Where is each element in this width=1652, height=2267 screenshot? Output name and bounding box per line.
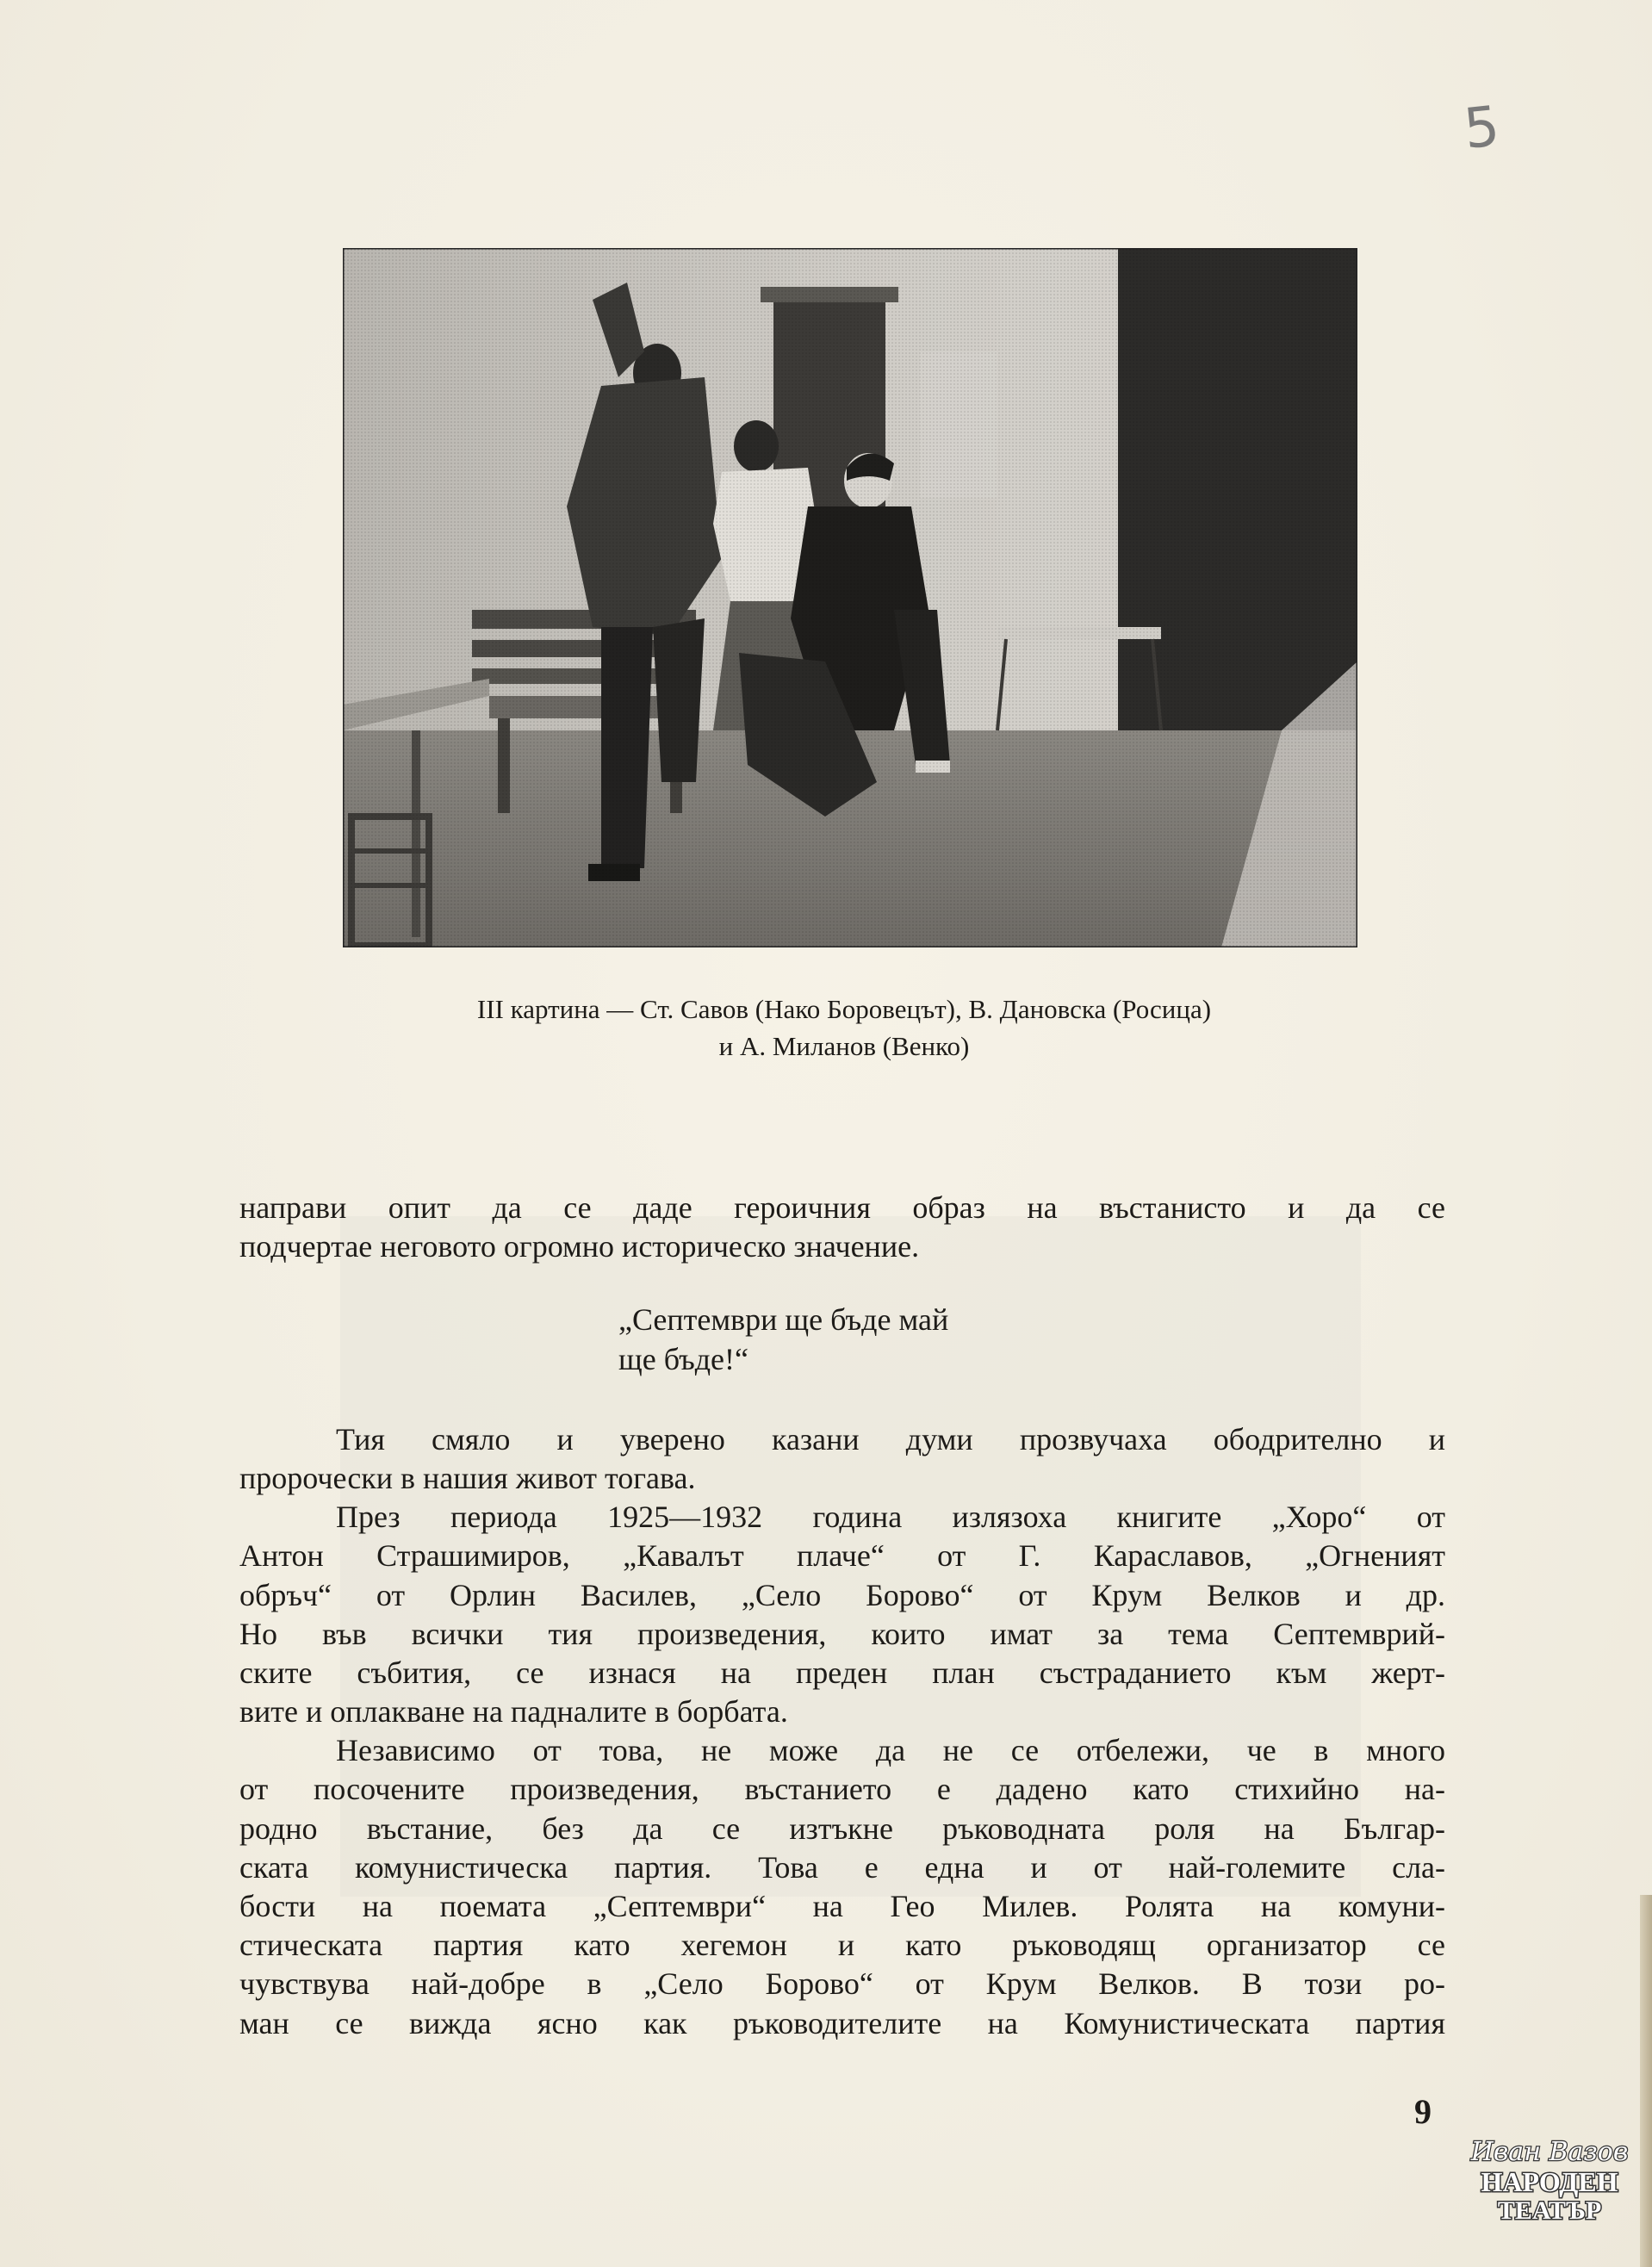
page-number: 9 (1414, 2092, 1432, 2131)
caption-line-2: и А. Миланов (Венко) (718, 1031, 970, 1061)
text-line: обръч“ от Орлин Василев, „Село Борово“ от Крум Велков и др. (239, 1577, 1445, 1612)
photo-caption (327, 991, 1361, 1065)
logo-line-2: ТЕАТЪР (1497, 2196, 1602, 2225)
text-line: от посочените произведения, въстанието е дадено като стихийно на- (239, 1772, 1445, 1807)
logo-line-1: НАРОДЕН (1481, 2166, 1618, 2197)
text-line: вите и оплакване на падналите в борбата. (239, 1694, 788, 1730)
text-line: чувствува най-добре в „Село Борово“ от Крум Велков. В този ро- (239, 1966, 1445, 2002)
text-line: През периода 1925—1932 година излязоха книгите „Хоро“ от (336, 1500, 1445, 1535)
text-line: пророчески в нашия живот тогава. (239, 1460, 696, 1495)
quote-line: ще бъде!“ (618, 1341, 748, 1376)
article-body (239, 1189, 1445, 2043)
text-line: направи опит да се даде героичния образ на въстанисто и да се (239, 1190, 1445, 1225)
stage-photograph (343, 248, 1357, 947)
text-line: Независимо от това, не може да не се отбележи, че в много (336, 1733, 1445, 1768)
handwritten-page-mark: 5 (1461, 95, 1503, 162)
national-theatre-logo (1468, 2129, 1631, 2226)
text-line: ман се вижда ясно как ръководителите на Комунистическата партия (239, 2005, 1445, 2040)
text-line: родно въстание, без да се изтъкне ръководната роля на Българ- (239, 1810, 1445, 1846)
text-line: Тия смяло и уверено казани думи прозвучаха ободрително и (336, 1421, 1445, 1456)
text-line: бости на поемата „Септември“ на Гео Милев. Ролята на комуни- (239, 1889, 1445, 1923)
caption-line-1: III картина — Ст. Савов (Нако Боровецът), В. Дановска (Росица) (476, 994, 1212, 1024)
stage-photo-graphic (343, 248, 1357, 947)
text-line: Но във всички тия произведения, които имат за тема Септемврий- (239, 1616, 1445, 1651)
text-line: подчертае неговото огромно историческо значение. (239, 1229, 920, 1264)
page-edge-shadow (1640, 1895, 1652, 2267)
logo-script: Иван Вазов (1470, 2137, 1629, 2167)
text-line: стическата партия като хегемон и като ръководящ организатор се (239, 1928, 1445, 1963)
text-line: ската комунистическа партия. Това е една и от най-големите сла- (239, 1849, 1445, 1885)
text-line: Антон Страшимиров, „Кавалът плаче“ от Г. Караславов, „Огненият (239, 1538, 1445, 1574)
quote-line: „Септември ще бъде май (618, 1302, 949, 1338)
text-line: ските събития, се изнася на преден план състраданието към жерт- (239, 1655, 1445, 1690)
